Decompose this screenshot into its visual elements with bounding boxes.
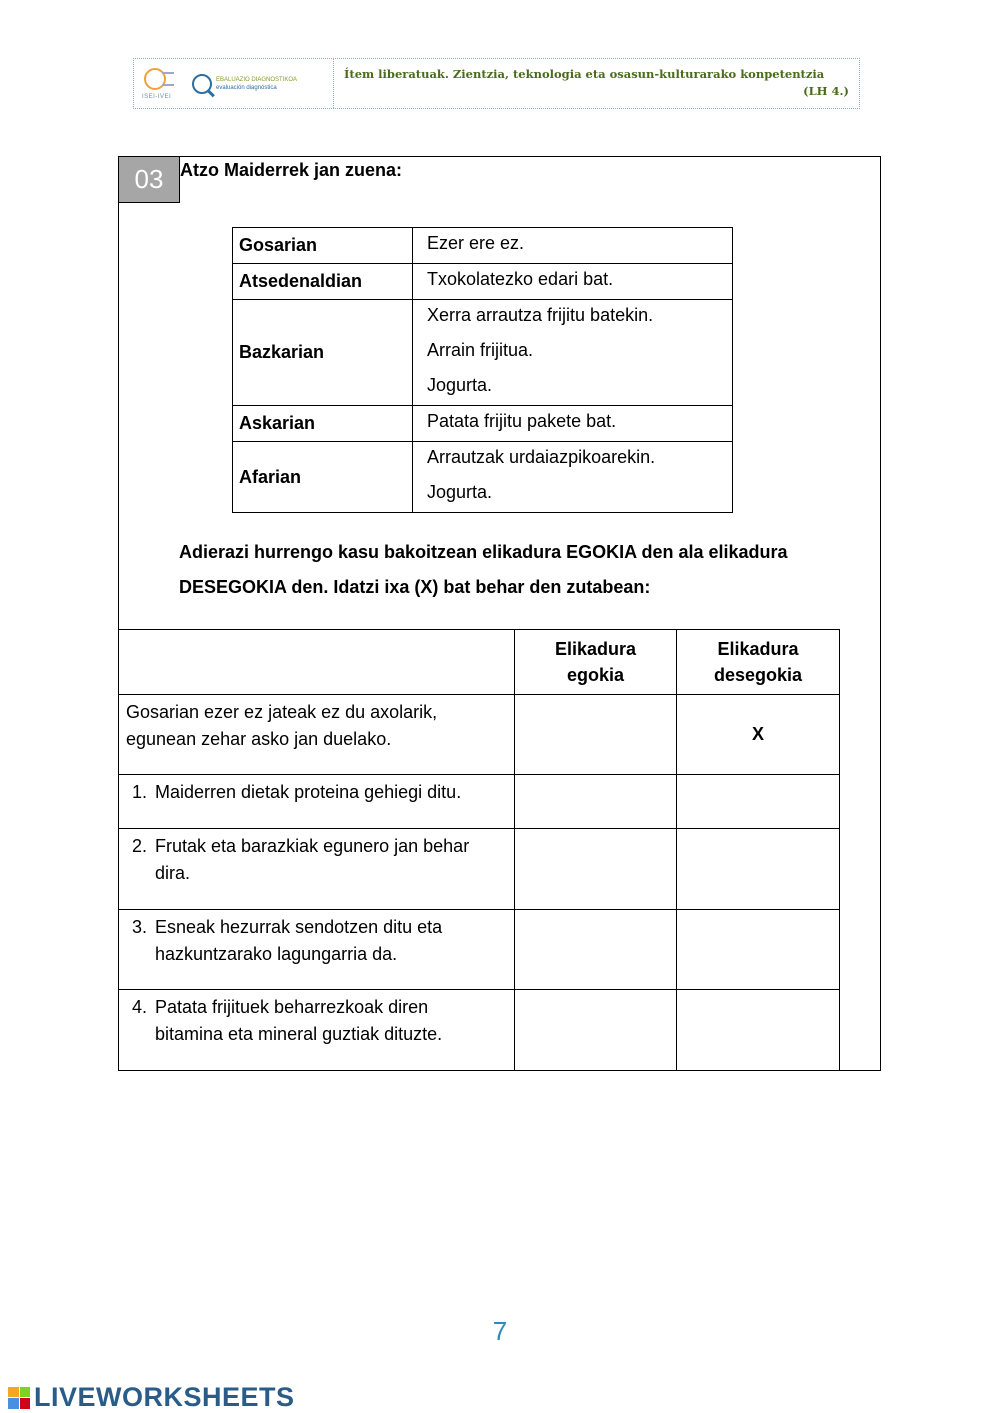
meal-item: Patata frijitu pakete bat. bbox=[427, 411, 617, 431]
example-row bbox=[119, 695, 840, 775]
header-title: Ítem liberatuak. Zientzia, teknologia eta osasun-kulturarako konpetentzia bbox=[344, 67, 825, 81]
meal-item: Jogurta. bbox=[427, 375, 493, 395]
question-title: Atzo Maiderrek jan zuena: bbox=[180, 160, 403, 180]
meal-item: Arrautzak urdaiazpikoarekin. bbox=[427, 447, 656, 467]
statement-line1: Patata frijituek beharrezkoak diren bbox=[155, 997, 429, 1017]
statement-number: 1. bbox=[132, 782, 148, 802]
statement-row bbox=[119, 990, 840, 1071]
meal-item: Xerra arrautza frijitu batekin. bbox=[427, 305, 654, 325]
meal-label: Gosarian bbox=[233, 228, 413, 264]
question-number: 03 bbox=[119, 157, 180, 203]
header-inappropriate bbox=[677, 630, 840, 695]
page-number: 7 bbox=[492, 1316, 508, 1346]
answer-cell-inappropriate[interactable] bbox=[677, 910, 840, 990]
statement-line2: dira. bbox=[155, 863, 191, 883]
answer-header-blank bbox=[119, 630, 515, 695]
answer-cell-inappropriate[interactable] bbox=[677, 990, 840, 1071]
meal-row bbox=[233, 442, 733, 513]
statement-text bbox=[119, 990, 515, 1071]
document-header bbox=[133, 58, 860, 109]
statement-row bbox=[119, 910, 840, 990]
example-statement bbox=[119, 695, 515, 775]
meal-items bbox=[413, 300, 733, 406]
header-inappropriate-line2: desegokia bbox=[713, 665, 803, 685]
isei-ivei-logo-caption: ISEI-IVEI bbox=[142, 93, 172, 100]
meal-label: Atsedenaldian bbox=[233, 264, 413, 300]
diagnostic-evaluation-logo bbox=[192, 74, 297, 94]
statement-number: 4. bbox=[132, 997, 148, 1017]
statement-text bbox=[119, 829, 515, 910]
meal-row bbox=[233, 264, 733, 300]
header-inappropriate-line1: Elikadura bbox=[717, 639, 799, 659]
header-appropriate-line1: Elikadura bbox=[554, 639, 637, 659]
statement-row bbox=[119, 775, 840, 829]
example-inappropriate-mark: X bbox=[677, 695, 840, 775]
statement-line1: Frutak eta barazkiak egunero jan behar bbox=[155, 836, 470, 856]
header-appropriate-line2: egokia bbox=[566, 665, 625, 685]
liveworksheets-logo-icon bbox=[8, 1387, 30, 1409]
statement-text bbox=[119, 910, 515, 990]
instruction-text bbox=[179, 535, 879, 605]
magnifier-icon bbox=[192, 74, 212, 94]
meals-table bbox=[232, 227, 733, 513]
meal-item: Arrain frijitua. bbox=[427, 340, 534, 360]
statement-line1: Esneak hezurrak sendotzen ditu eta bbox=[155, 917, 443, 937]
answer-table bbox=[118, 629, 840, 1071]
example-line2: egunean zehar asko jan duelako. bbox=[126, 729, 392, 749]
header-level-code: (LH 4.) bbox=[803, 84, 849, 98]
header-title-area bbox=[334, 59, 859, 108]
logo-text-line1: EBALUAZIO DIAGNOSTIKOA bbox=[216, 76, 298, 83]
answer-cell-appropriate[interactable] bbox=[515, 829, 677, 910]
statement-number: 2. bbox=[132, 836, 148, 856]
meal-item: Ezer ere ez. bbox=[427, 233, 525, 253]
meal-items bbox=[413, 264, 733, 300]
meal-row bbox=[233, 300, 733, 406]
liveworksheets-brand bbox=[8, 1382, 295, 1413]
answer-cell-inappropriate[interactable] bbox=[677, 775, 840, 829]
statement-line2: hazkuntzarako lagungarria da. bbox=[155, 944, 398, 964]
meal-item: Txokolatezko edari bat. bbox=[427, 269, 614, 289]
statement-text bbox=[119, 775, 515, 829]
meal-items bbox=[413, 442, 733, 513]
header-appropriate bbox=[515, 630, 677, 695]
meal-label: Askarian bbox=[233, 406, 413, 442]
example-appropriate-cell bbox=[515, 695, 677, 775]
statement-row bbox=[119, 829, 840, 910]
meal-label: Bazkarian bbox=[233, 300, 413, 406]
answer-cell-appropriate[interactable] bbox=[515, 990, 677, 1071]
instruction-line1: Adierazi hurrengo kasu bakoitzean elikadura EGOKIA den ala elikadura bbox=[179, 542, 788, 562]
meal-row bbox=[233, 406, 733, 442]
meal-row bbox=[233, 228, 733, 264]
logo-text-line2: evaluación diagnóstica bbox=[216, 84, 277, 91]
statement-number: 3. bbox=[132, 917, 148, 937]
instruction-line2: DESEGOKIA den. Idatzi ixa (X) bat behar den zutabean: bbox=[179, 577, 651, 597]
isei-ivei-logo bbox=[142, 66, 178, 102]
meal-label: Afarian bbox=[233, 442, 413, 513]
statement-line2: bitamina eta mineral guztiak dituzte. bbox=[155, 1024, 443, 1044]
example-line1: Gosarian ezer ez jateak ez du axolarik, bbox=[126, 702, 438, 722]
answer-cell-appropriate[interactable] bbox=[515, 910, 677, 990]
meal-items bbox=[413, 406, 733, 442]
answer-cell-appropriate[interactable] bbox=[515, 775, 677, 829]
answer-cell-inappropriate[interactable] bbox=[677, 829, 840, 910]
meal-items bbox=[413, 228, 733, 264]
header-logos bbox=[134, 59, 334, 108]
answer-header-row bbox=[119, 630, 840, 695]
statement-line1: Maiderren dietak proteina gehiegi ditu. bbox=[155, 782, 462, 802]
liveworksheets-wordmark: LIVEWORKSHEETS bbox=[34, 1382, 295, 1412]
meal-item: Jogurta. bbox=[427, 482, 493, 502]
